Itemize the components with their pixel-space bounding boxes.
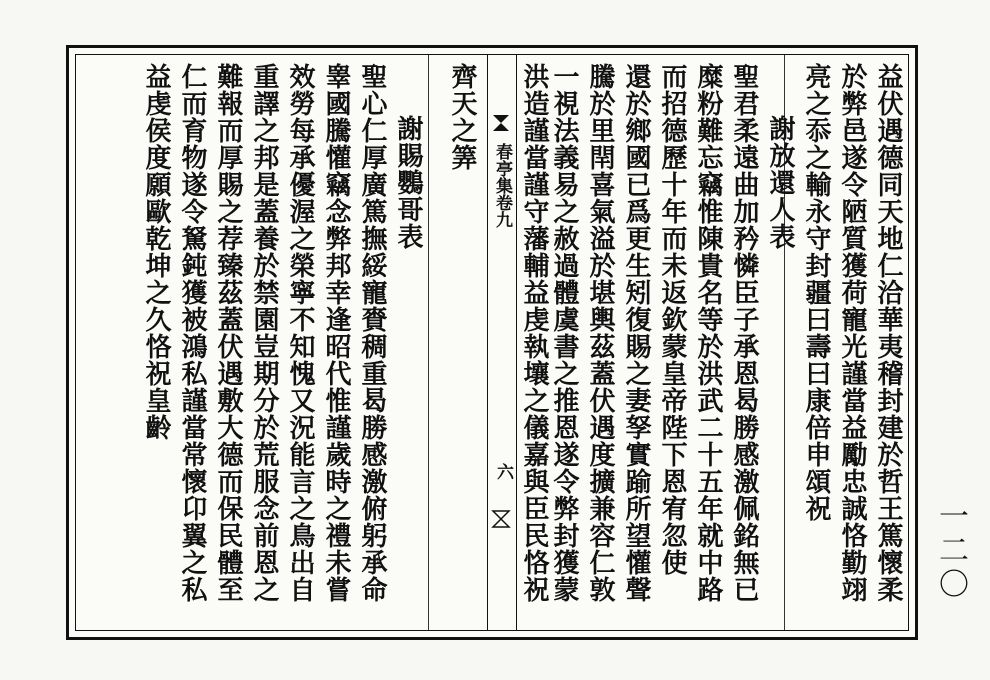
page-frame bbox=[66, 45, 918, 640]
section-title: 謝放還人表 bbox=[765, 115, 795, 250]
text-column: 齊天之筭 bbox=[447, 63, 477, 171]
text-column: 於弊邑遂令陋質獲荷寵光謹當益勵忠誠恪勤翊 bbox=[837, 63, 867, 603]
column-rule bbox=[428, 55, 429, 630]
text-column: 仁而育物遂令駑鈍獲被鴻私謹當常懷卬翼之私 bbox=[177, 63, 207, 603]
book-title: 春亭集卷九 bbox=[492, 143, 512, 228]
text-column: 難報而厚賜之荐臻茲蓋伏遇敷大德而保民體至 bbox=[213, 63, 243, 603]
text-column: 聖心仁厚廣篤撫綏寵賚稠重曷勝感激俯躬承命 bbox=[357, 63, 387, 603]
fish-tail-mark-icon bbox=[491, 509, 511, 529]
text-column: 聖君柔遠曲加矜憐臣子承恩曷勝感激佩銘無已 bbox=[729, 63, 759, 603]
text-column: 一視法義易之赦過體虞書之推恩遂令弊封獲蒙 bbox=[549, 63, 579, 603]
text-column: 糜粉難忘竊惟陳貴名等於洪武二十五年就中路 bbox=[693, 63, 723, 603]
text-column: 亮之忝之輸永守封疆曰壽曰康倍申頌祝 bbox=[801, 63, 831, 522]
folio-number: 六 bbox=[493, 463, 513, 480]
text-column: 益伏遇德同天地仁洽華夷稽封建於哲王篤懷柔 bbox=[873, 63, 903, 603]
text-column: 洪造謹當謹守藩輔益虔執壤之儀嘉與臣民恪祝 bbox=[519, 63, 549, 603]
text-column: 益虔侯度願歐乾坤之久恪祝皇齡 bbox=[141, 63, 171, 441]
section-title: 謝賜鸚哥表 bbox=[393, 115, 423, 250]
fish-tail-mark-icon bbox=[491, 113, 511, 133]
page-number: 一二〇 bbox=[933, 500, 968, 602]
center-fold bbox=[487, 55, 517, 630]
text-block bbox=[75, 54, 909, 631]
text-column: 而招德歷十年而未返欽蒙皇帝陛下恩宥忽使 bbox=[657, 63, 687, 576]
text-column: 效勞每承優渥之榮寧不知愧又況能言之鳥出自 bbox=[285, 63, 315, 603]
text-column: 還於鄉國已爲更生矧復賜之妻孥實踰所望懽聲 bbox=[621, 63, 651, 603]
text-column: 騰於里閈喜氣溢於堪輿茲蓋伏遇度擴兼容仁敦 bbox=[585, 63, 615, 603]
text-column: 睾國騰懽竊念弊邦幸逢昭代惟謹歲時之禮未嘗 bbox=[321, 63, 351, 603]
text-column: 重譯之邦是蓋養於禁園豈期分於荒服念前恩之 bbox=[249, 63, 279, 603]
